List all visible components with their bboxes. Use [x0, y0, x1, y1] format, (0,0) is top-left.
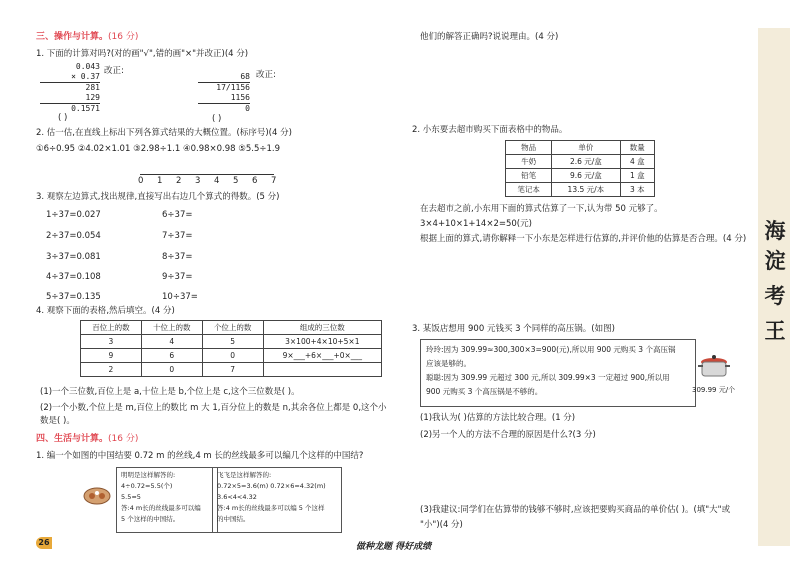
calc-2-line: 0 [245, 104, 250, 113]
table-header-row [506, 141, 655, 155]
table-cell: 9×___+6×___+0×___ [263, 349, 381, 363]
solution-line: 的中国结。 [217, 515, 250, 523]
table-header: 十位上的数 [141, 321, 202, 335]
table-cell: 1 盒 [620, 169, 654, 183]
table-cell: 笔记本 [506, 183, 552, 197]
table-cell: 0 [141, 363, 202, 377]
question-4-b: (2)一个小数,个位上是 m,百位上的数比 m 大 1,百分位上的数是 n,其余各位上都是 0,这个小 [40, 403, 387, 413]
solution-line: 3.6<4<4.32 [217, 493, 257, 501]
solution-line: 明明是这样解答的: [121, 471, 176, 479]
question-r3: 3. 某饭店想用 900 元钱买 3 个同样的高压锅。(如图) [412, 324, 615, 334]
question-r3-c: (3)我建议:同学们在估算带的钱够不够时,应该把要购买商品的单价估( )。(填"大"或 [420, 505, 731, 515]
solution-box-a [116, 467, 218, 533]
tick-label: 2 [176, 176, 182, 186]
dialogue-line: 聪聪:因为 309.99 元超过 300 元,所以 309.99×3 一定超过 900,所以用 [426, 373, 670, 382]
table-cell: 2 [81, 363, 142, 377]
brand-char: 淀 [764, 248, 786, 273]
question-4-a: (1)一个三位数,百位上是 a,十位上是 b,个位上是 c,这个三位数是( )。 [40, 387, 300, 397]
table-cell: 7 [202, 363, 263, 377]
table-header: 单价 [552, 141, 620, 155]
pattern-right: 8÷37= [162, 252, 193, 262]
table-cell: 13.5 元/本 [552, 183, 620, 197]
pattern-left: 4÷37=0.108 [46, 272, 101, 282]
tick-label: 4 [214, 176, 220, 186]
tick-label: 7 [271, 176, 277, 186]
pattern-right: 6÷37= [162, 210, 193, 220]
page-number: 26 [36, 537, 52, 549]
table-cell: 9.6 元/盒 [552, 169, 620, 183]
number-line [140, 174, 274, 175]
question-5: 1. 编一个如图的中国结要 0.72 m 的丝线,4 m 长的丝线最多可以编几个这样的中国结? [36, 451, 364, 461]
table-cell [263, 363, 381, 377]
section-4-heading [36, 434, 138, 445]
table-header: 数量 [620, 141, 654, 155]
table-cell: 铅笔 [506, 169, 552, 183]
table-cell: 5 [202, 335, 263, 349]
solution-line: 0.72×5=3.6(m) 0.72×6=4.32(m) [217, 482, 326, 490]
question-1: 1. 下面的计算对吗?(对的画"√",错的画"×"并改正)(4 分) [36, 49, 249, 59]
pattern-left: 1÷37=0.027 [46, 210, 101, 220]
section-3-points: (16 分) [108, 32, 139, 42]
calc-2-line: 1156 [198, 93, 250, 104]
solution-box-b [212, 467, 342, 533]
solution-line: 飞飞是这样解答的: [217, 471, 272, 479]
calc-1-line: × 0.37 [40, 72, 100, 83]
table-header: 个位上的数 [202, 321, 263, 335]
footer-slogan: 做种龙题 得好成绩 [356, 542, 432, 552]
calc-1-line: 0.043 [75, 62, 100, 71]
dialogue-box [420, 339, 696, 407]
pattern-left: 2÷37=0.054 [46, 231, 101, 241]
calc-2-line: 17/1156 [216, 83, 250, 92]
solution-line: 5.5≈5 [121, 493, 141, 501]
brand-char: 考 [764, 283, 786, 308]
dialogue-line: 900 元购买 3 个高压锅是不够的。 [426, 387, 543, 396]
tick-label: 6 [252, 176, 258, 186]
digit-table [80, 320, 382, 377]
question-2: 2. 估一估,在直线上标出下列各算式结果的大概位置。(标序号)(4 分) [36, 128, 292, 138]
table-row [506, 169, 655, 183]
table-cell: 3 [81, 335, 142, 349]
question-r2: 2. 小东要去超市购买下面表格中的物品。 [412, 125, 568, 135]
solution-line: 5 个这样的中国结。 [121, 515, 180, 523]
estimate-text: 在去超市之前,小东用下面的算式估算了一下,认为带 50 元够了。 [420, 204, 663, 214]
pattern-left: 3÷37=0.081 [46, 252, 101, 262]
price-label: 309.99 元/个 [692, 386, 736, 394]
table-cell: 3×100+4×10+5×1 [263, 335, 381, 349]
answer-paren-2: ( ) [212, 114, 222, 124]
estimate-question: 根据上面的算式,请你解释一下小东是怎样进行估算的,并评价他的估算是否合理。(4 分) [420, 234, 747, 244]
question-right-top: 他们的解答正确吗?说说理由。(4 分) [420, 32, 559, 42]
table-cell: 2.6 元/盒 [552, 155, 620, 169]
brand-char: 海 [764, 218, 786, 243]
table-row [81, 349, 382, 363]
dialogue-line: 应该是够的。 [426, 359, 471, 368]
pattern-right: 10÷37= [162, 292, 198, 302]
calc-1-line: 129 [40, 93, 100, 104]
section-3-heading [36, 32, 138, 43]
question-r3-b: (2)另一个人的方法不合理的原因是什么?(3 分) [420, 430, 596, 440]
brand-char: 王 [764, 318, 786, 343]
tick-label: 0 [138, 176, 144, 186]
pattern-right: 7÷37= [162, 231, 193, 241]
pattern-right: 9÷37= [162, 272, 193, 282]
table-cell: 4 [141, 335, 202, 349]
question-3: 3. 观察左边算式,找出规律,直接写出右边几个算式的得数。(5 分) [36, 192, 280, 202]
table-row [506, 183, 655, 197]
dialogue-line: 玲玲:因为 309.99≈300,300×3=900(元),所以用 900 元购买 3 个高压锅 [426, 345, 676, 354]
table-header: 组成的三位数 [263, 321, 381, 335]
tick-label: 5 [233, 176, 239, 186]
table-cell: 4 盒 [620, 155, 654, 169]
answer-paren-1: ( ) [58, 113, 68, 123]
estimate-items: ①6÷0.95 ②4.02×1.01 ③2.98÷1.1 ④0.98×0.98 ⑤5.5÷1.9 [36, 144, 281, 154]
calc-2 [198, 72, 250, 114]
section-3-title: 三、操作与计算。 [36, 32, 109, 42]
table-cell: 0 [202, 349, 263, 363]
table-cell: 6 [141, 349, 202, 363]
section-4-points: (16 分) [108, 434, 139, 444]
number-line-ticks [140, 176, 280, 188]
calc-1 [40, 62, 100, 114]
table-header: 百位上的数 [81, 321, 142, 335]
solution-line: 4÷0.72=5.5(个) [121, 482, 173, 490]
table-row [81, 335, 382, 349]
table-cell: 牛奶 [506, 155, 552, 169]
calc-2-line: 68 [198, 72, 250, 83]
table-header-row [81, 321, 382, 335]
section-4-title: 四、生活与计算。 [36, 434, 109, 444]
calc-1-line: 281 [85, 83, 100, 92]
tick-label: 3 [195, 176, 201, 186]
chinese-knot-icon [82, 484, 112, 508]
table-cell: 9 [81, 349, 142, 363]
table-row [81, 363, 382, 377]
fix-label-2: 改正: [256, 70, 276, 80]
table-row [506, 155, 655, 169]
estimate-formula: 3×4+10×1+14×2=50(元) [420, 219, 532, 229]
solution-line: 答:4 m长的丝线最多可以编 [121, 504, 201, 512]
question-4: 4. 观察下面的表格,然后填空。(4 分) [36, 306, 175, 316]
shopping-table [505, 140, 655, 197]
calc-1-line: 0.1571 [71, 104, 100, 113]
question-r3-a: (1)我认为( )估算的方法比较合理。(1 分) [420, 413, 576, 423]
pressure-cooker-icon [698, 352, 730, 382]
solution-line: 答:4 m长的丝线最多可以编 5 个这样 [217, 504, 325, 512]
pattern-left: 5÷37=0.135 [46, 292, 101, 302]
question-r3-c-cont: "小")(4 分) [420, 520, 463, 530]
fix-label-1: 改正: [104, 66, 124, 76]
question-4-b-cont: 数是( )。 [40, 416, 75, 426]
table-header: 物品 [506, 141, 552, 155]
table-cell: 3 本 [620, 183, 654, 197]
tick-label: 1 [157, 176, 163, 186]
